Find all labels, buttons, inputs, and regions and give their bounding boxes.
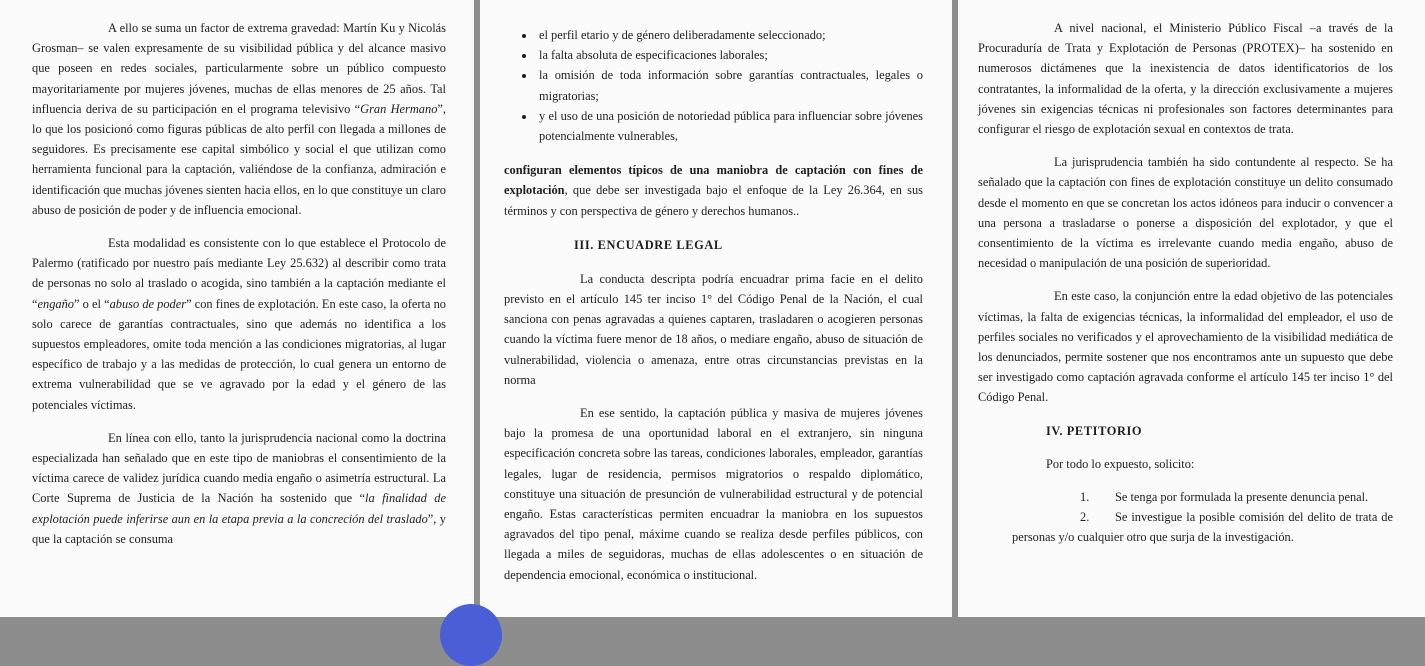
paragraph-influence: A ello se suma un factor de extrema gravedad: Martín Ku y Nicolás Grosman– se valen expresamente de su visibilidad pública y del alcance masivo que poseen en redes sociales, particularmente sobre un público compuesto mayoritariamente por mujeres jóvenes, muchas de ellas menores de 25 años. Tal influencia deriva de su participación en el programa televisivo “Gran Hermano”, lo que los posicionó como figuras públicas de alto perfil con llegada a millones de seguidores. Es precisamente ese capital simbólico y social el que utilizan como herramienta funcional para la captación, valiéndose de la confianza, admiración e identificación que muchas jóvenes sienten hacia ellos, en lo que constituye un claro abuso de posición de poder y de influencia emocional. [32,21,447,217]
list-item [1012,487,1393,507]
paragraph-jurisprudence-2: La jurisprudencia también ha sido contundente al respecto. Se ha señalado que la captación con fines de explotación constituye un delito consumado desde el momento en que se concretan los actos idóneos para inducir o convencer a una persona a trasladarse o ponerse a disposición del explotador, y que el consentimiento de la víctima es irrelevante cuando media engaño, abuso de necesidad o manipulación de una posición de superioridad. [978,155,1393,271]
section-heading-legal: III. ENCUADRE LEGAL [574,237,723,252]
list-item: • la falta absoluta de especificaciones laborales; [536,45,923,65]
list-item: • y el uso de una posición de notoriedad pública para influenciar sobre jóvenes potencialmente vulnerables, [536,106,923,146]
list-item [1012,507,1393,547]
paragraph-palermo: Esta modalidad es consistente con lo que establece el Protocolo de Palermo (ratificado por nuestro país mediante Ley 25.632) al describir como trata de personas no solo al traslado o acogida, sino también a la captación mediante el “engaño” o el “abuso de poder” con fines de explotación. En este caso, la oferta no solo carece de garantías contractuales, sino que además no identifica a los supuestos empleadores, omite toda mención a las condiciones migratorias, al lugar específico de trabajo y a las medidas de protección, lo cual genera un entorno de extrema vulnerabilidad que se ve agravado por la edad y el género de las potenciales víctimas. [32,236,447,412]
document-page-1 [0,0,474,617]
petition-number: 1. [1080,489,1090,504]
paragraph-vulnerability: En ese sentido, la captación pública y masiva de mujeres jóvenes bajo la promesa de una oportunidad laboral en el extranjero, sin ninguna especificación concreta sobre las tareas, condiciones laborales, empleador, garantías legales, lugar de residencia, permisos migratorios o respaldo diplomático, constituye una situación de presunción de vulnerabilidad estructural y de potencial engaño. Estas características permiten encuadrar la maniobra en los supuestos agravados del tipo penal, máxime cuando se realiza desde perfiles públicos, con llegada a miles de seguidoras, muchas de ellas adolescentes o en situación de dependencia emocional, económica o institucional. [504,406,923,582]
paragraph-protex: A nivel nacional, el Ministerio Público Fiscal –a través de la Procuraduría de Trata y Explotación de Personas (PROTEX)– ha sostenido en numerosos dictámenes que la inexistencia de datos identificatorios de los contratantes, la informalidad de la oferta, y la dirección exclusivamente a mujeres jóvenes sin exigencias técnicas ni profesionales son factores determinantes para configurar el riesgo de explotación sexual en contextos de trata. [978,21,1393,137]
petition-intro: Por todo lo expuesto, solicito: [1046,456,1195,471]
list-item: • el perfil etario y de género deliberadamente seleccionado; [536,25,923,45]
petition-text: Se investigue la posible comisión del delito de trata de personas y/o cualquier otro que surja de la investigación. [1012,510,1393,545]
paragraph-legal-framework: La conducta descripta podría encuadrar prima facie en el delito previsto en el artículo 145 ter inciso 1° del Código Penal de la Nación, el cual sanciona con penas agravadas a quienes captaren, trasladaren o acogieren personas cuando la víctima fuere menor de 18 años, o mediare engaño, abuso de situación de vulnerabilidad, violencia o amenaza, entre otras circunstancias previstas en la norma [504,271,923,387]
paragraph-jurisprudence: En línea con ello, tanto la jurisprudencia nacional como la doctrina especializada han señalado que en este tipo de maniobras el consentimiento de la víctima carece de validez jurídica cuando media engaño o asimetría estructural. La Corte Suprema de Justicia de la Nación ha sostenido que “la finalidad de explotación puede inferirse aun en la etapa previa a la concreción del traslado”, y que la captación se consuma [32,430,446,546]
document-page-2 [480,0,952,617]
document-page-3 [958,0,1425,617]
bullet-list [504,25,923,146]
list-item: • la omisión de toda información sobre garantías contractuales, legales o migratorias; [536,65,923,105]
petition-list [978,487,1393,548]
paragraph-conclusion-3: En este caso, la conjunción entre la edad objetivo de las potenciales víctimas, la falta de exigencias técnicas, la informalidad del empleador, el uso de perfiles sociales no verificados y el aprovechamiento de la visibilidad mediática de los denunciados, permite sostener que nos encontramos ante un supuesto que debe ser investigado como captación agravada conforme el artículo 145 ter inciso 1° del Código Penal. [978,289,1393,405]
petition-text: Se tenga por formulada la presente denuncia penal. [1115,489,1369,504]
paragraph-conclusion: configuran elementos típicos de una maniobra de captación con fines de explotación, que debe ser investigada bajo el enfoque de la Ley 26.364, en sus términos y con perspectiva de género y derechos humanos.. [504,163,923,218]
floating-chat-bubble[interactable] [440,604,502,666]
section-heading-petitorio: IV. PETITORIO [1046,423,1143,438]
petition-number: 2. [1080,510,1090,525]
